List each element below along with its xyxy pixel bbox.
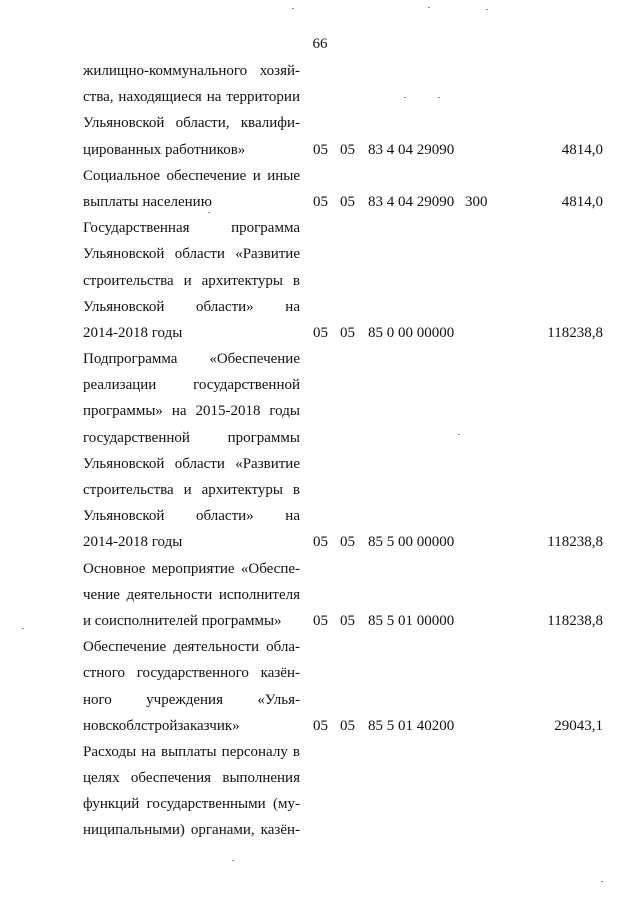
description-line: ного учреждения «Улья- [83, 691, 300, 708]
table-row [83, 215, 603, 346]
scan-speck [601, 881, 603, 882]
row-subsection-code: 05 [340, 193, 355, 210]
description-line: чение деятельности исполнителя [83, 586, 300, 603]
description-line: новскоблстройзаказчик» [83, 717, 240, 734]
row-description [83, 215, 300, 346]
row-expense-type-code [465, 634, 505, 739]
row-subsection-code: 05 [340, 141, 355, 158]
description-line: государственной программы [83, 429, 300, 446]
row-amount: 118238,8 [547, 324, 603, 341]
row-section-code: 05 [313, 717, 328, 734]
table-row [83, 58, 603, 163]
row-subsection-code: 05 [340, 534, 355, 551]
description-line: Ульяновской области «Развитие [83, 455, 300, 472]
description-line: целях обеспечения выполнения [83, 770, 300, 787]
description-line: Ульяновской области» на [83, 508, 300, 525]
description-line: 2014-2018 годы [83, 534, 183, 551]
table-row [83, 634, 603, 739]
description-line: строительства и архитектуры в [83, 482, 300, 498]
scan-speck [458, 434, 460, 435]
description-line: Ульяновской области, квалифи- [83, 115, 300, 132]
row-description [83, 739, 300, 844]
row-amount: 29043,1 [554, 717, 603, 734]
row-target-article-code: 85 0 00 00000 [368, 324, 455, 341]
row-expense-type-code [465, 346, 505, 556]
row-target-article-code: 83 4 04 29090 [368, 193, 455, 210]
row-section-code: 05 [313, 193, 328, 210]
row-target-article-code: 85 5 01 00000 [368, 612, 455, 629]
row-section-code: 05 [313, 324, 328, 341]
row-target-article-code [368, 739, 465, 844]
description-line: строительства и архитектуры в [83, 272, 300, 289]
description-line: выплаты населению [83, 193, 212, 210]
table-row [83, 163, 603, 215]
page-number: 66 [312, 36, 328, 52]
scan-speck [208, 212, 210, 213]
row-description [83, 163, 300, 215]
description-line: ства, находящиеся на территории [83, 89, 300, 106]
description-line: жилищно-коммунального хозяй- [83, 63, 300, 79]
scan-speck [232, 860, 234, 861]
table-body [83, 58, 603, 844]
row-description [83, 634, 300, 739]
row-subsection-code [340, 739, 368, 844]
row-section-code: 05 [313, 141, 328, 158]
scan-speck [292, 8, 294, 9]
description-line: Государственная программа [83, 220, 300, 237]
row-expense-type-code [465, 739, 505, 844]
description-line: 2014-2018 годы [83, 324, 183, 341]
row-amount [505, 739, 603, 844]
description-line: ниципальными) органами, казён- [83, 822, 300, 839]
row-description [83, 346, 300, 556]
scan-speck [438, 97, 440, 98]
row-section-code: 05 [313, 534, 328, 551]
row-subsection-code: 05 [340, 324, 355, 341]
description-line: Подпрограмма «Обеспечение [83, 351, 300, 368]
row-amount: 118238,8 [547, 612, 603, 629]
scan-speck [404, 97, 406, 98]
row-subsection-code: 05 [340, 612, 355, 629]
scan-speck [486, 9, 488, 10]
description-line: Ульяновской области «Развитие [83, 246, 300, 263]
table-row [83, 739, 603, 844]
description-line: Ульяновской области» на [83, 298, 300, 315]
row-amount: 4814,0 [561, 193, 603, 210]
row-description [83, 58, 300, 163]
row-target-article-code: 85 5 01 40200 [368, 717, 455, 734]
row-subsection-code: 05 [340, 717, 355, 734]
row-section-code [300, 739, 340, 844]
row-section-code: 05 [313, 612, 328, 629]
scan-speck [428, 7, 430, 8]
row-expense-type-code: 300 [465, 193, 488, 210]
description-line: реализации государственной [83, 377, 300, 394]
row-amount: 4814,0 [561, 141, 603, 158]
description-line: Расходы на выплаты персоналу в [83, 743, 300, 760]
scan-speck [22, 628, 24, 629]
description-line: и соисполнителей программы» [83, 612, 282, 629]
budget-table [83, 58, 603, 844]
table-row [83, 556, 603, 635]
row-expense-type-code [465, 556, 505, 635]
description-line: Основное мероприятие «Обеспе- [83, 560, 300, 577]
description-line: программы» на 2015-2018 годы [83, 403, 300, 420]
description-line: Социальное обеспечение и иные [83, 167, 300, 184]
description-line: стного государственного казён- [83, 665, 300, 682]
table-row [83, 346, 603, 556]
description-line: цированных работников» [83, 141, 246, 158]
row-description [83, 556, 300, 635]
description-line: Обеспечение деятельности обла- [83, 639, 300, 656]
row-amount: 118238,8 [547, 534, 603, 551]
row-expense-type-code [465, 58, 505, 163]
row-target-article-code: 85 5 00 00000 [368, 534, 455, 551]
row-target-article-code: 83 4 04 29090 [368, 141, 455, 158]
description-line: функций государственными (му- [83, 796, 300, 813]
row-expense-type-code [465, 215, 505, 346]
